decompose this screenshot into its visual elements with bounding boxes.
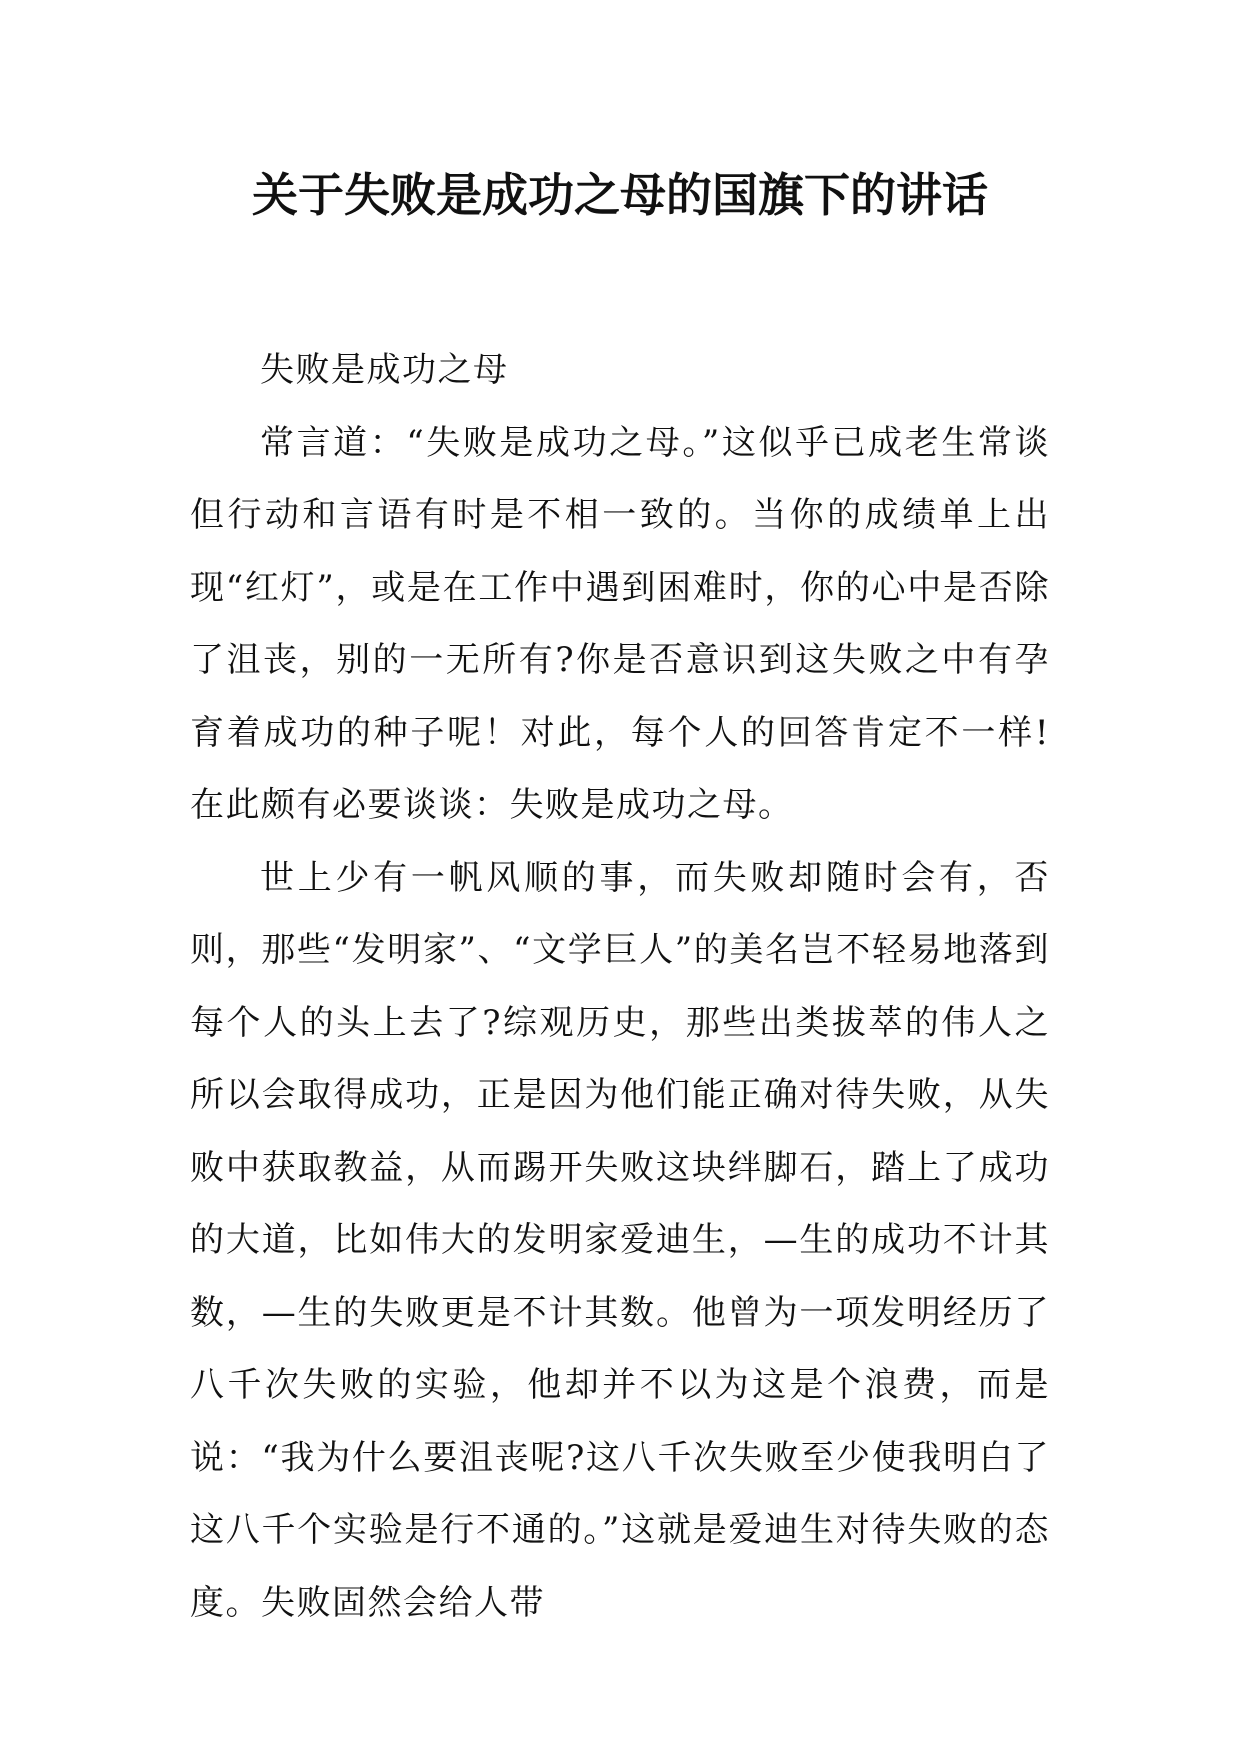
paragraph-subtitle: 失败是成功之母 (260, 350, 509, 390)
paragraph-edison: 世上少有一帆风顺的事，而失败却随时会有，否则，那些“发明家”、“文学巨人”的美名岂不轻易地落到每个人的头上去了?综观历史，那些出类拔萃的伟人之所以会取得成功，正是因为他们能正确对待失败，从失败中获取教益，从而踢开失败这块绊脚石，踏上了成功的大道，比如伟大的发明家爱迪生，—生的成功不计其数，—生的失败更是不计其数。他曾为一项发明经历了八千次失败的实验，他却并不以为这是个浪费，而是说：“我为什么要沮丧呢?这八千次失败至少使我明白了这八千个实验是行不通的。”这就是爱迪生对待失败的态度。失败固然会给人带 (190, 857, 1050, 1623)
paragraph-intro: 常言道：“失败是成功之母。”这似乎已成老生常谈但行动和言语有时是不相一致的。当你的成绩单上出现“红灯”，或是在工作中遇到困难时，你的心中是否除了沮丧，别的一无所有?你是否意识到这失败之中有孕育着成功的种子呢！对此，每个人的回答肯定不一样!在此颇有必要谈谈：失败是成功之母。 (190, 422, 1050, 825)
document-body (190, 334, 1050, 1639)
document-title: 关于失败是成功之母的国旗下的讲话 (252, 168, 988, 222)
